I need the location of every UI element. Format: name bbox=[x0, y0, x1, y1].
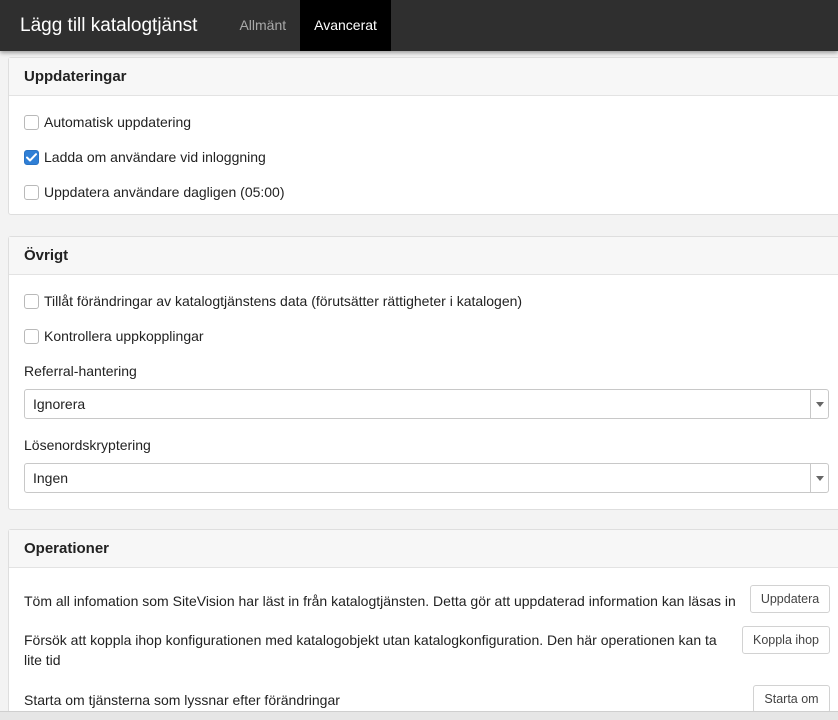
referral-select[interactable] bbox=[24, 389, 829, 419]
password-encryption-value: Ingen bbox=[33, 470, 69, 486]
operation-text-starta-om: Starta om tjänsterna som lyssnar efter förändringar bbox=[24, 692, 340, 708]
option-label: Ladda om användare vid inloggning bbox=[44, 149, 266, 165]
checkbox-uppdatera-dagligen[interactable] bbox=[24, 185, 39, 200]
panel-ovrigt bbox=[8, 236, 838, 510]
content-area bbox=[0, 51, 838, 711]
operation-text-uppdatera: Töm all infomation som SiteVision har läst in från katalogtjänsten. Detta gör att uppdaterad information kan läsas in bbox=[24, 593, 736, 609]
panel-title-ovrigt: Övrigt bbox=[9, 237, 838, 275]
panel-title-operationer: Operationer bbox=[9, 530, 838, 568]
operation-text-koppla-ihop-line1: Försök att koppla ihop konfigurationen med katalogobjekt utan katalogkonfiguration. Den här operationen kan ta bbox=[24, 632, 717, 648]
option-kontrollera-uppkopplingar[interactable] bbox=[24, 326, 204, 346]
checkmark-icon bbox=[26, 153, 37, 162]
referral-value: Ignorera bbox=[33, 396, 86, 412]
checkbox-ladda-om-anvandare[interactable] bbox=[24, 150, 39, 165]
option-automatisk-uppdatering[interactable] bbox=[24, 112, 191, 132]
option-label: Automatisk uppdatering bbox=[44, 114, 192, 130]
referral-label: Referral-hantering bbox=[24, 363, 137, 379]
password-encryption-label: Lösenordskryptering bbox=[24, 437, 151, 453]
koppla-ihop-button[interactable]: Koppla ihop bbox=[742, 626, 830, 654]
starta-om-button[interactable]: Starta om bbox=[753, 685, 830, 711]
tab-avancerat[interactable]: Avancerat bbox=[300, 0, 391, 51]
panel-operationer bbox=[8, 529, 838, 711]
option-label: Tillåt förändringar av katalogtjänstens data (förutsätter rättigheter i katalogen) bbox=[44, 293, 523, 309]
panel-uppdateringar bbox=[8, 57, 838, 215]
checkbox-automatisk-uppdatering[interactable] bbox=[24, 115, 39, 130]
operation-text-koppla-ihop-line2: lite tid bbox=[24, 652, 61, 668]
top-bar bbox=[0, 0, 838, 51]
dialog-title: Lägg till katalogtjänst bbox=[20, 15, 198, 36]
option-tillat-forandringar[interactable] bbox=[24, 291, 522, 311]
tab-allmant[interactable]: Allmänt bbox=[239, 17, 287, 33]
chevron-down-icon[interactable] bbox=[810, 464, 828, 492]
checkbox-tillat-forandringar[interactable] bbox=[24, 294, 39, 309]
option-uppdatera-dagligen[interactable] bbox=[24, 182, 285, 202]
option-label: Uppdatera användare dagligen (05:00) bbox=[44, 184, 285, 200]
checkbox-kontrollera-uppkopplingar[interactable] bbox=[24, 329, 39, 344]
chevron-down-icon[interactable] bbox=[810, 390, 828, 418]
panel-title-uppdateringar: Uppdateringar bbox=[9, 58, 838, 96]
password-encryption-select[interactable] bbox=[24, 463, 829, 493]
option-ladda-om-anvandare[interactable] bbox=[24, 147, 266, 167]
option-label: Kontrollera uppkopplingar bbox=[44, 328, 204, 344]
uppdatera-button[interactable]: Uppdatera bbox=[750, 585, 830, 613]
dialog-footer-edge bbox=[0, 711, 838, 720]
